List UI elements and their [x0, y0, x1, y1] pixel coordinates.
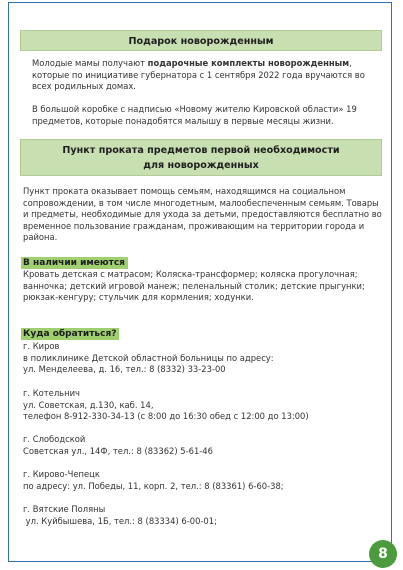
- contact-line: Советская ул., 14Ф, тел.: 8 (83362) 5-61-46: [23, 445, 213, 456]
- contact-vyatskie-polyany: [23, 504, 383, 527]
- where-to-go-label: Куда обратиться?: [21, 328, 119, 340]
- contact-line: по адресу: ул. Победы, 11, корп. 2, тел.: 8 (83361) 6-60-38;: [23, 480, 284, 491]
- rental-intro: Пункт проката оказывает помощь семьям, находящимся на социальном сопровождении, в том числе многодетным, малообеспеченным семьям. Товары и предметы, необходимые для ухода за детьми, предоставляются бесплатно во временное пользование гражданам, проживающим на территории города и района.: [23, 186, 382, 243]
- section-title-gift: Подарок новорожденным: [128, 36, 274, 47]
- contact-line: телефон 8-912-330-34-13 (с 8:00 до 16:30 обед с 12:00 до 13:00): [23, 411, 309, 422]
- gift-paragraph-1: [32, 58, 377, 93]
- contact-city: г. Слободской: [23, 434, 86, 444]
- gift-text-before: Молодые мамы получают: [32, 58, 148, 68]
- contact-city: г. Киров: [23, 341, 60, 351]
- contact-line: ул. Советская, д.130, каб. 14,: [23, 399, 154, 410]
- page-number-badge: 8: [369, 540, 397, 568]
- available-label: В наличии имеются: [21, 257, 128, 269]
- contact-kirov: [23, 341, 383, 376]
- contact-city: г. Вятские Поляны: [23, 504, 106, 514]
- gift-text-bold: подарочные комплекты новорожденным: [147, 58, 350, 68]
- section-header-gift: [20, 30, 382, 51]
- section-title-rental-line2: для новорожденных: [143, 160, 259, 171]
- gift-paragraph-2: В большой коробке с надписью «Новому жителю Кировской области» 19 предметов, которые понадобятся малышу в первые месяцы жизни.: [32, 104, 357, 126]
- contact-line: ул. Менделеева, д. 16, тел.: 8 (8332) 33-23-00: [23, 364, 226, 375]
- gift-text-after: , которые по инициативе губернатора с 1 сентября 2022 года вручаются во всех родильных домах.: [32, 58, 365, 92]
- available-items-text: Кровать детская с матрасом; Коляска-трансформер; коляска прогулочная; ванночка; детский игровой манеж; пеленальный столик; детские прыгунки; рюкзак-кенгуру; стульчик для кормления; ходунки.: [23, 269, 365, 303]
- contact-kirovo-chepetsk: [23, 469, 383, 492]
- contact-city: г. Котельнич: [23, 388, 80, 398]
- contact-city: г. Кирово-Чепецк: [23, 469, 100, 479]
- section-header-rental: [20, 139, 382, 176]
- contact-slobodskoy: [23, 434, 383, 457]
- section-title-rental-line1: Пункт проката предметов первой необходимости: [62, 145, 340, 156]
- contact-kotelnich: [23, 388, 383, 423]
- contact-line: в поликлинике Детской областной больницы по адресу:: [23, 352, 274, 363]
- contact-line: ул. Куйбышева, 1Б, тел.: 8 (83334) 6-00-01;: [23, 515, 217, 526]
